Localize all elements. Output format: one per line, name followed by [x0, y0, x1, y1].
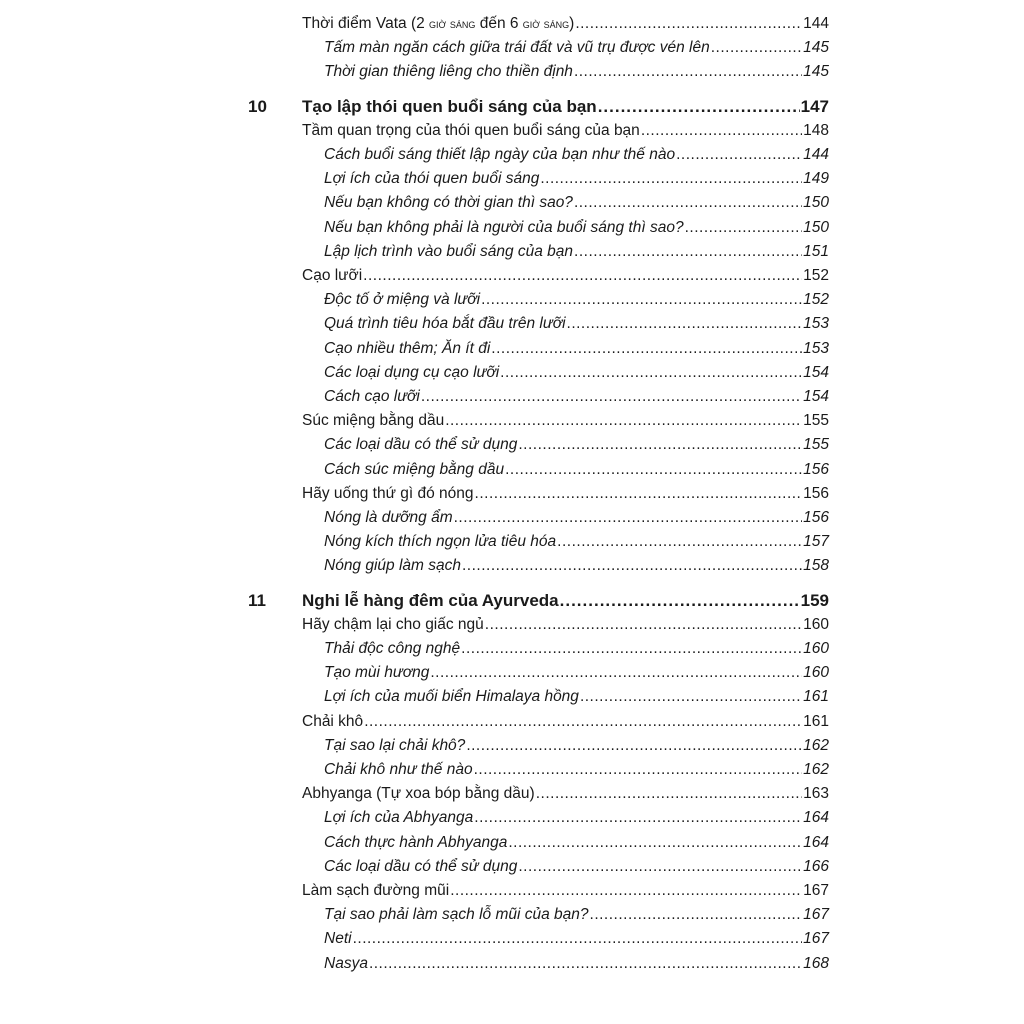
toc-line [324, 506, 829, 530]
title-part: Thời điểm Vata (2 [302, 15, 430, 32]
dot-leader [466, 734, 802, 758]
dot-leader [676, 143, 802, 167]
toc-line [324, 758, 829, 782]
dot-leader [450, 879, 802, 903]
page-number: 147 [800, 96, 829, 116]
dot-leader [462, 554, 802, 578]
toc-entry [0, 143, 1024, 167]
toc-entry [0, 119, 1024, 143]
entry-title: Abhyanga (Tự xoa bóp bằng dầu) [302, 785, 535, 803]
page-number: 151 [803, 242, 829, 260]
dot-leader [560, 589, 800, 613]
toc-entry [0, 927, 1024, 951]
toc-line [302, 879, 829, 903]
entry-title: Thời gian thiêng liêng cho thiền định [324, 63, 573, 81]
toc-entry [0, 530, 1024, 554]
dot-leader [475, 482, 803, 506]
dot-leader [518, 433, 802, 457]
toc-line [302, 409, 829, 433]
dot-leader [518, 855, 802, 879]
dot-leader [500, 361, 802, 385]
toc-line [324, 216, 829, 240]
dot-leader [536, 782, 802, 806]
toc-line [302, 119, 829, 143]
toc-entry [0, 685, 1024, 709]
entry-title: Hãy uống thứ gì đó nóng [302, 484, 474, 502]
toc-line [324, 288, 829, 312]
toc-line [324, 661, 829, 685]
page-number: 167 [803, 906, 829, 924]
toc-line [324, 240, 829, 264]
dot-leader [505, 458, 802, 482]
toc-line [324, 433, 829, 457]
toc-line [324, 806, 829, 830]
toc-line [324, 167, 829, 191]
page-number: 167 [803, 930, 829, 948]
entry-title: Hãy chậm lại cho giấc ngủ [302, 615, 484, 633]
page-number: 156 [803, 484, 829, 502]
dot-leader [580, 685, 802, 709]
toc-entry [0, 385, 1024, 409]
toc-line [302, 95, 829, 119]
toc-line [302, 482, 829, 506]
toc-line [324, 554, 829, 578]
entry-title: Tại sao lại chải khô? [324, 736, 466, 754]
dot-leader [574, 191, 802, 215]
page-number: 167 [803, 882, 829, 899]
page-number: 149 [803, 170, 829, 188]
toc-line [324, 530, 829, 554]
page-number: 166 [803, 857, 829, 875]
entry-title: Súc miệng bằng dầu [302, 412, 445, 430]
dot-leader [711, 36, 802, 60]
page-number: 164 [803, 809, 829, 827]
entry-title: Cách súc miệng bằng dầu [324, 460, 505, 478]
page-number: 162 [803, 761, 829, 778]
entry-title: Lập lịch trình vào buổi sáng của bạn [324, 242, 574, 260]
dot-leader [474, 758, 803, 782]
toc-entry [0, 361, 1024, 385]
toc-entry [0, 831, 1024, 855]
page-number: 155 [803, 436, 829, 454]
toc-entry [0, 409, 1024, 433]
toc-line [324, 903, 829, 927]
toc-line [302, 710, 829, 734]
page-number: 155 [803, 412, 829, 430]
dot-leader [508, 831, 802, 855]
entry-title: Tấm màn ngăn cách giữa trái đất và vũ trụ được vén lên [324, 39, 710, 57]
page-number: 163 [803, 785, 829, 803]
toc-entry [0, 661, 1024, 685]
entry-title: Cạo lưỡi [302, 267, 363, 284]
page-number: 161 [803, 688, 829, 706]
toc-line [324, 685, 829, 709]
entry-title: Cách cạo lưỡi [324, 388, 420, 405]
page-number: 144 [803, 15, 829, 32]
toc-entry [0, 782, 1024, 806]
toc-entry [0, 879, 1024, 903]
title-part: đến 6 [475, 15, 523, 32]
toc-line [324, 60, 829, 84]
toc-line [324, 855, 829, 879]
toc-entry [0, 903, 1024, 927]
page-number: 157 [803, 533, 829, 551]
page-number: 152 [803, 267, 829, 284]
entry-title: Neti [324, 930, 352, 948]
toc-line [324, 831, 829, 855]
page-number: 153 [803, 315, 829, 333]
toc-entry [0, 433, 1024, 457]
page-number: 156 [803, 460, 829, 478]
title-part: giờ sáng [522, 16, 570, 31]
dot-leader [454, 506, 803, 530]
toc-entry [0, 637, 1024, 661]
entry-title: Lợi ích của muối biển Himalaya hồng [324, 688, 579, 706]
dot-leader [540, 167, 802, 191]
dot-leader [430, 661, 802, 685]
chapter-title: Tạo lập thói quen buổi sáng của bạn [302, 96, 597, 116]
dot-leader [363, 264, 802, 288]
entry-title: Nếu bạn không phải là người của buổi sáng thì sao? [324, 218, 684, 236]
entry-title: Lợi ích của thói quen buổi sáng [324, 170, 540, 188]
dot-leader [481, 288, 802, 312]
entry-title: Quá trình tiêu hóa bắt đầu trên lưỡi [324, 315, 566, 333]
dot-leader [474, 806, 802, 830]
toc-chapter [0, 95, 1024, 119]
toc-entry [0, 12, 1024, 36]
toc-chapter [0, 589, 1024, 613]
toc-line [324, 734, 829, 758]
dot-leader [421, 385, 802, 409]
title-part: giờ sáng [429, 16, 476, 31]
dot-leader [353, 927, 803, 951]
entry-title: Thải độc công nghệ [324, 640, 461, 657]
page-number: 162 [803, 736, 829, 754]
page-number: 154 [803, 363, 829, 381]
entry-title: Làm sạch đường mũi [302, 882, 450, 899]
page-number: 144 [803, 146, 829, 163]
toc-entry [0, 613, 1024, 637]
toc-line [324, 143, 829, 167]
page-number: 160 [803, 664, 829, 682]
toc-line [324, 361, 829, 385]
entry-title: Tạo mùi hương [324, 664, 430, 682]
dot-leader [491, 337, 802, 361]
toc-line [324, 337, 829, 361]
toc-entry [0, 60, 1024, 84]
page-number: 159 [800, 590, 829, 610]
entry-title: Các loại dụng cụ cạo lưỡi [324, 363, 500, 381]
page-number: 145 [803, 63, 829, 81]
toc-line [324, 952, 829, 976]
dot-leader [590, 903, 803, 927]
entry-title: Các loại dầu có thể sử dụng [324, 436, 518, 454]
entry-title: Nếu bạn không có thời gian thì sao? [324, 194, 573, 212]
entry-title: Lợi ích của Abhyanga [324, 809, 474, 827]
toc-entry [0, 806, 1024, 830]
toc-entry [0, 758, 1024, 782]
entry-title: Nóng là dưỡng ẩm [324, 509, 453, 526]
toc-entry [0, 734, 1024, 758]
toc-line [302, 782, 829, 806]
dot-leader [369, 952, 802, 976]
dot-leader [461, 637, 802, 661]
entry-title: Chải khô như thế nào [324, 761, 473, 778]
toc-entry [0, 312, 1024, 336]
toc-entry [0, 952, 1024, 976]
dot-leader [685, 216, 803, 240]
entry-title: Độc tố ở miệng và lưỡi [324, 291, 481, 309]
entry-title: Cạo nhiều thêm; Ăn ít đi [324, 339, 491, 357]
page-number: 153 [803, 339, 829, 357]
toc-entry [0, 337, 1024, 361]
dot-leader [575, 12, 802, 36]
dot-leader [557, 530, 802, 554]
entry-title: Tại sao phải làm sạch lỗ mũi của bạn? [324, 906, 589, 924]
toc-entry [0, 36, 1024, 60]
page-number: 160 [803, 615, 829, 633]
entry-title: Các loại dầu có thể sử dụng [324, 857, 518, 875]
dot-leader [574, 60, 802, 84]
toc-line [324, 637, 829, 661]
toc-line [302, 613, 829, 637]
toc-entry [0, 458, 1024, 482]
page-number: 150 [803, 218, 829, 236]
entry-title: Nóng kích thích ngọn lửa tiêu hóa [324, 533, 557, 551]
page-number: 145 [803, 39, 829, 57]
entry-title [302, 12, 574, 36]
entry-title: Cách thực hành Abhyanga [324, 833, 508, 851]
page-number: 161 [803, 712, 829, 730]
dot-leader [598, 95, 800, 119]
toc-line [324, 385, 829, 409]
title-part: ) [569, 15, 575, 32]
page-number: 160 [803, 640, 829, 657]
toc-line [324, 191, 829, 215]
dot-leader [574, 240, 802, 264]
toc-line [324, 458, 829, 482]
toc-entry [0, 167, 1024, 191]
toc-line [302, 264, 829, 288]
toc-line [302, 12, 829, 36]
chapter-number: 11 [248, 590, 266, 610]
page-number: 158 [803, 557, 829, 575]
dot-leader [364, 710, 802, 734]
page-number: 156 [803, 509, 829, 526]
page-number: 168 [803, 954, 829, 972]
toc-line [324, 927, 829, 951]
toc-entry [0, 506, 1024, 530]
toc-entry [0, 216, 1024, 240]
toc-line [302, 589, 829, 613]
page-number: 152 [803, 291, 829, 309]
dot-leader [567, 312, 803, 336]
entry-title: Tầm quan trọng của thói quen buổi sáng của bạn [302, 121, 640, 139]
page-number: 154 [803, 388, 829, 405]
page-number: 164 [803, 833, 829, 851]
entry-title: Chải khô [302, 712, 364, 730]
dot-leader [485, 613, 802, 637]
page-number: 148 [803, 121, 829, 139]
toc-entry [0, 710, 1024, 734]
entry-title: Nóng giúp làm sạch [324, 557, 461, 575]
page-number: 150 [803, 194, 829, 212]
toc-entry [0, 240, 1024, 264]
toc-line [324, 312, 829, 336]
toc-entry [0, 264, 1024, 288]
toc-entry [0, 191, 1024, 215]
dot-leader [445, 409, 802, 433]
dot-leader [641, 119, 802, 143]
toc-entry [0, 855, 1024, 879]
toc-entry [0, 288, 1024, 312]
toc-line [324, 36, 829, 60]
entry-title: Nasya [324, 954, 368, 972]
entry-title: Cách buổi sáng thiết lập ngày của bạn như thế nào [324, 146, 676, 163]
chapter-title: Nghi lễ hàng đêm của Ayurveda [302, 590, 559, 610]
chapter-number: 10 [248, 96, 267, 116]
toc-entry [0, 482, 1024, 506]
toc-entry [0, 554, 1024, 578]
